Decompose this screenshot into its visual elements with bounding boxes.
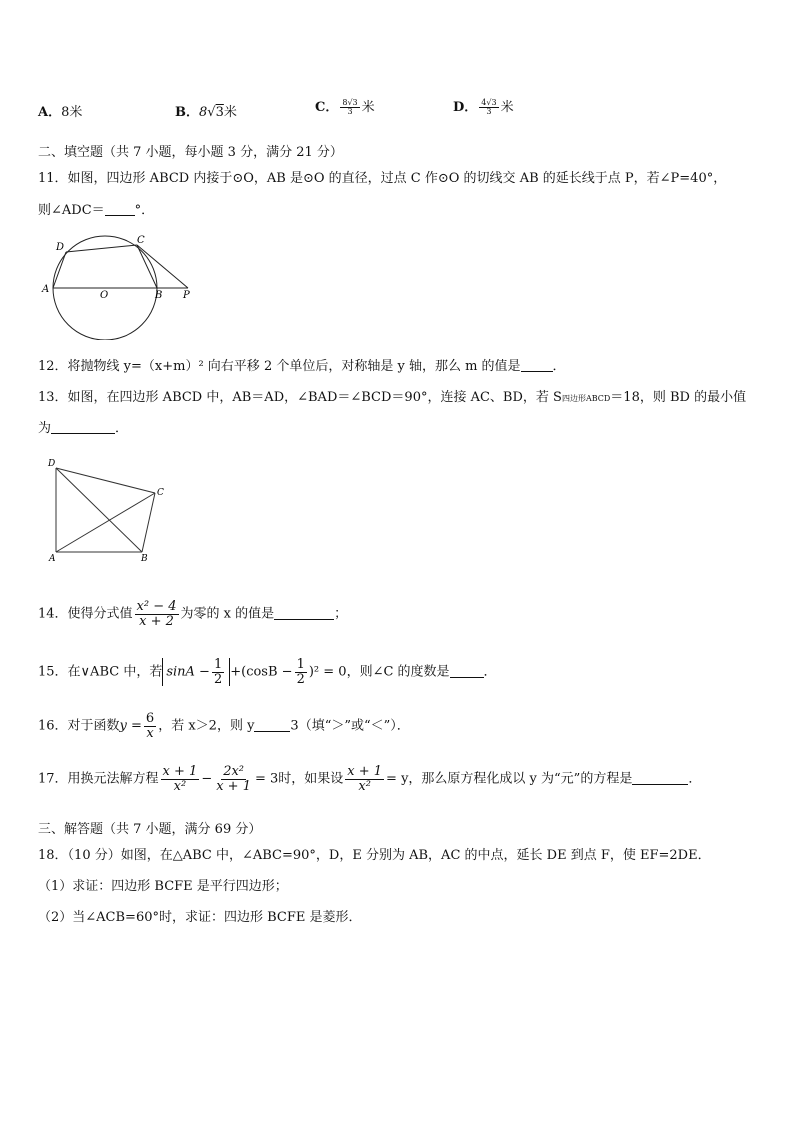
question-18-part2: （2）当∠ACB=60°时，求证：四边形 BCFE 是菱形．: [38, 910, 362, 925]
question-18-line1: 18．（10 分）如图，在△ABC 中，∠ABC=90°，D，E 分别为 AB，AC 的中点，延长 DE 到点 F，使 EF=2DE．: [38, 848, 711, 863]
answer-blank: [632, 771, 688, 785]
fraction: $\frac{x + 1}{\text{x²}}$: [162, 764, 198, 794]
line-ad: [53, 252, 66, 288]
answer-blank: [521, 358, 553, 372]
label-o: O: [100, 290, 109, 301]
fraction: $\frac{1}{2}$: [296, 657, 305, 687]
option-b: B．8√3米: [175, 105, 237, 120]
question-17: 17．用换元法解方程 $\frac{x + 1}{\text{x²}}$ − $\frac{\text{2x²}}{x + 1}$ = 3时，如果设 $\frac{x + 1}{\text{x²}}$ = y，那么原方程化成以 y 为“元”的方程是 ．: [38, 764, 702, 794]
quadrilateral-figure: [44, 455, 174, 565]
question-15: 15．在∨ABC 中，若 sinA − $\frac{1}{2}$ +(cosB − $\frac{1}{2}$ )² = 0，则∠C 的度数是 ．: [38, 657, 497, 687]
question-11-line1: 11．如图，四边形 ABCD 内接于⊙O，AB 是⊙O 的直径，过点 C 作⊙O 的切线交 AB 的延长线于点 P，若∠P=40°，: [38, 171, 727, 186]
question-16: 16．对于函数y = $\frac{6}{x}$ ，若 x＞2，则 y 3（填“＞”或“＜”）．: [38, 711, 410, 741]
line-dc: [66, 245, 137, 252]
option-c: C． $\frac{8√3}{3}$ 米: [315, 97, 375, 116]
question-18-part1: （1）求证：四边形 BCFE 是平行四边形；: [38, 879, 288, 894]
fraction: $\frac{4√3}{3}$: [481, 97, 497, 116]
line-cb: [137, 245, 157, 288]
side-cd: [56, 468, 155, 493]
fraction: $\frac{6}{x}$: [145, 711, 155, 741]
label-b: B: [155, 290, 163, 301]
fraction: $\frac{1}{2}$: [213, 657, 223, 687]
label-b: B: [141, 554, 148, 564]
label-a: A: [42, 284, 50, 295]
answer-blank: [274, 606, 334, 620]
question-13-line1: 13．如图，在四边形 ABCD 中，AB＝AD，∠BAD＝∠BCD＝90°，连接 AC、BD，若 S四边形ABCD＝18，则 BD 的最小值: [38, 390, 747, 405]
label-a: A: [49, 554, 56, 564]
answer-blank: [450, 664, 484, 678]
section-heading: 二、填空题（共 7 小题，每小题 3 分，满分 21 分）: [38, 145, 343, 160]
label-c: C: [137, 235, 145, 246]
label-d: D: [48, 459, 56, 469]
fraction: $\frac{\text{x² − 4}}{x + 2}$: [136, 599, 177, 629]
diagonal-ac: [56, 493, 155, 552]
option-a: A．8米: [38, 105, 83, 120]
fraction: $\frac{x + 1}{\text{x²}}$: [347, 764, 383, 794]
answer-blank: [254, 718, 290, 732]
question-14: 14．使得分式值 $\frac{\text{x² − 4}}{x + 2}$ 为零的 x 的值是 ；: [38, 599, 348, 629]
side-bc: [142, 493, 155, 552]
sqrt-symbol: √: [207, 105, 216, 120]
absolute-value: sinA − $\frac{1}{2}$: [162, 658, 230, 686]
question-13-line2: 为 ．: [38, 421, 129, 436]
label-p: P: [183, 290, 190, 301]
section-heading: 三、解答题（共 7 小题，满分 69 分）: [38, 822, 262, 837]
diagonal-bd: [56, 468, 142, 552]
answer-blank: [51, 420, 115, 434]
label-d: D: [56, 242, 65, 253]
question-12: 12．将抛物线 y=（x+m）² 向右平移 2 个单位后，对称轴是 y 轴，那么 m 的值是 ．: [38, 359, 566, 374]
answer-blank: [105, 202, 135, 216]
option-d: D． $\frac{4√3}{3}$ 米: [453, 97, 514, 116]
fraction: $\frac{\text{2x²}}{x + 1}$: [216, 764, 251, 794]
tangent-cp: [137, 245, 188, 288]
label-c: C: [157, 488, 164, 498]
fraction: $\frac{8√3}{3}$: [342, 97, 358, 116]
question-11-line2: 则∠ADC＝ °．: [38, 203, 155, 218]
circle-figure: [38, 230, 198, 340]
